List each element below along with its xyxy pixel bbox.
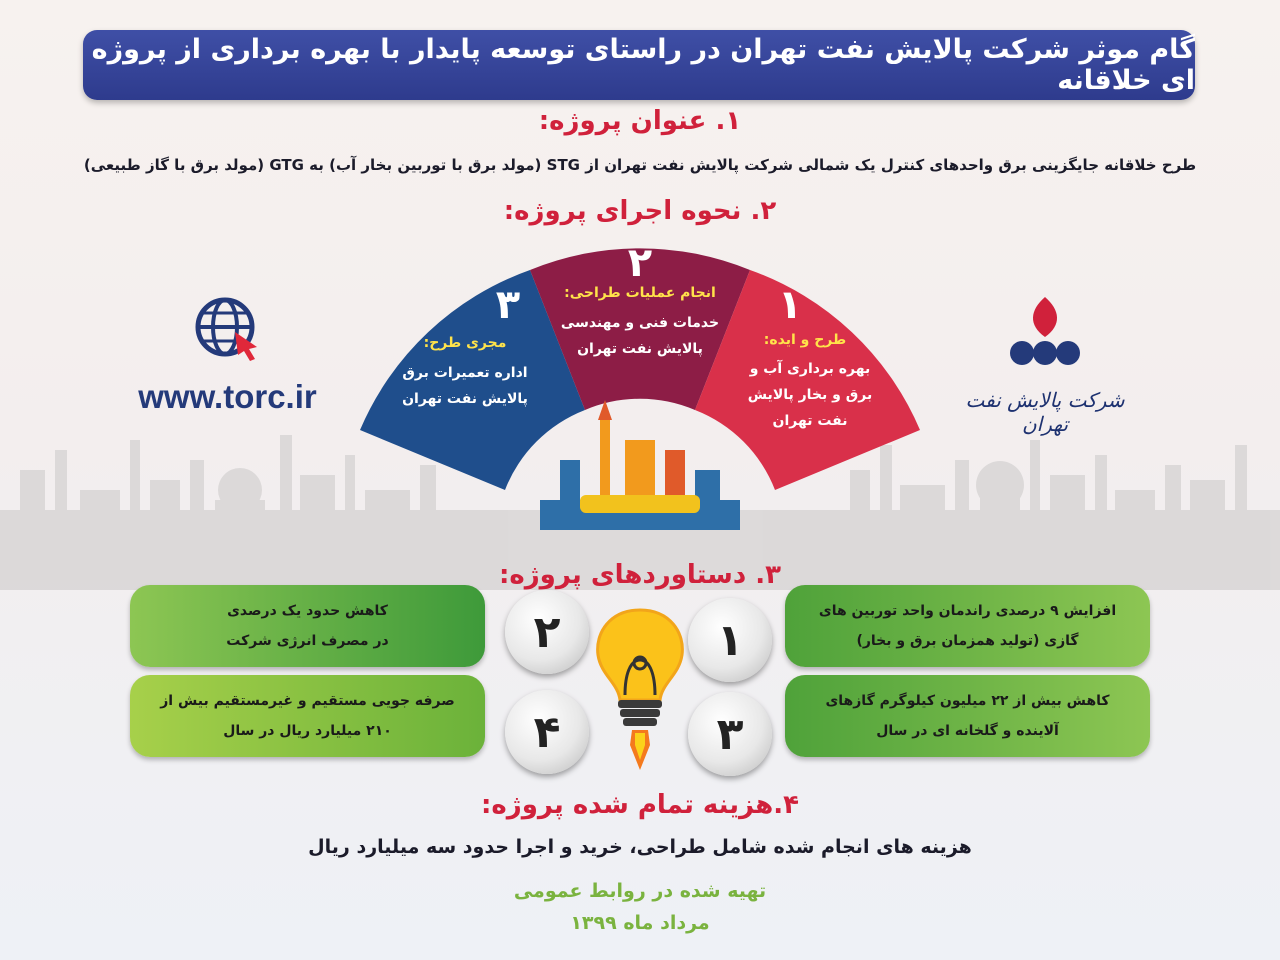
globe-cursor-icon [195,297,265,362]
project-cost-text: هزینه های انجام شده شامل طراحی، خرید و اجرا حدود سه میلیارد ریال [308,836,972,858]
section-1-heading: ۱. عنوان پروژه: [538,106,742,136]
fan-step-3-text: اداره تعمیرات برق پالایش نفت تهران [402,365,528,407]
section-2-heading: ۲. نحوه اجرای پروژه: [503,196,777,226]
flame-logo-icon [1000,295,1090,370]
achievement-number-2: ۲ [505,590,589,674]
page-title: گام موثر شرکت پالایش نفت تهران در راستای توسعه پایدار با بهره برداری از پروژه ای خلاقانه [83,30,1195,100]
fan-step-3-number: ۳ [495,282,521,328]
project-title-text: طرح خلاقانه جایگزینی برق واحدهای کنترل یک شمالی شرکت پالایش نفت تهران از STG (مولد برق با توربین بخار آب) به GTG (مولد برق با گاز طبیعی) [83,156,1197,174]
fan-step-2-heading: انجام عملیات طراحی: [564,285,716,301]
achievement-number-4: ۴ [505,690,589,774]
achievement-item-1: افزایش ۹ درصدی راندمان واحد توربین های گازی (تولید همزمان برق و بخار) [785,585,1150,667]
company-logo-text: شرکت پالایش نفت تهران [965,388,1125,436]
website-link[interactable]: www.torc.ir [138,378,317,415]
fan-step-1-number: ۱ [777,282,803,328]
prepared-by-text: تهیه شده در روابط عمومی [513,880,767,902]
fan-step-3-heading: مجری طرح: [423,335,507,351]
fan-step-2-text: خدمات فنی و مهندسی پالایش نفت تهران [560,315,720,357]
achievement-item-2: کاهش حدود یک درصدی در مصرف انرژی شرکت [130,585,485,667]
date-text: مرداد ماه ۱۳۹۹ [570,912,710,934]
section-3-heading: ۳. دستاوردهای پروژه: [498,560,782,590]
fan-step-2-number: ۲ [627,240,653,286]
achievement-number-1: ۱ [688,598,772,682]
achievement-item-4: صرفه جویی مستقیم و غیرمستقیم بیش از ۲۱۰ میلیارد ریال در سال [130,675,485,757]
section-4-heading: ۴.هزینه تمام شده پروژه: [480,790,799,820]
achievement-item-3: کاهش بیش از ۲۲ میلیون کیلوگرم گازهای آلاینده و گلخانه ای در سال [785,675,1150,757]
fan-step-1-heading: طرح و ایده: [763,332,847,348]
fan-step-1-text: بهره برداری آب و برق و بخار پالایش نفت تهران [747,361,873,429]
light-bulb-icon [590,605,690,775]
achievement-number-3: ۳ [688,692,772,776]
refinery-icon [540,400,740,530]
